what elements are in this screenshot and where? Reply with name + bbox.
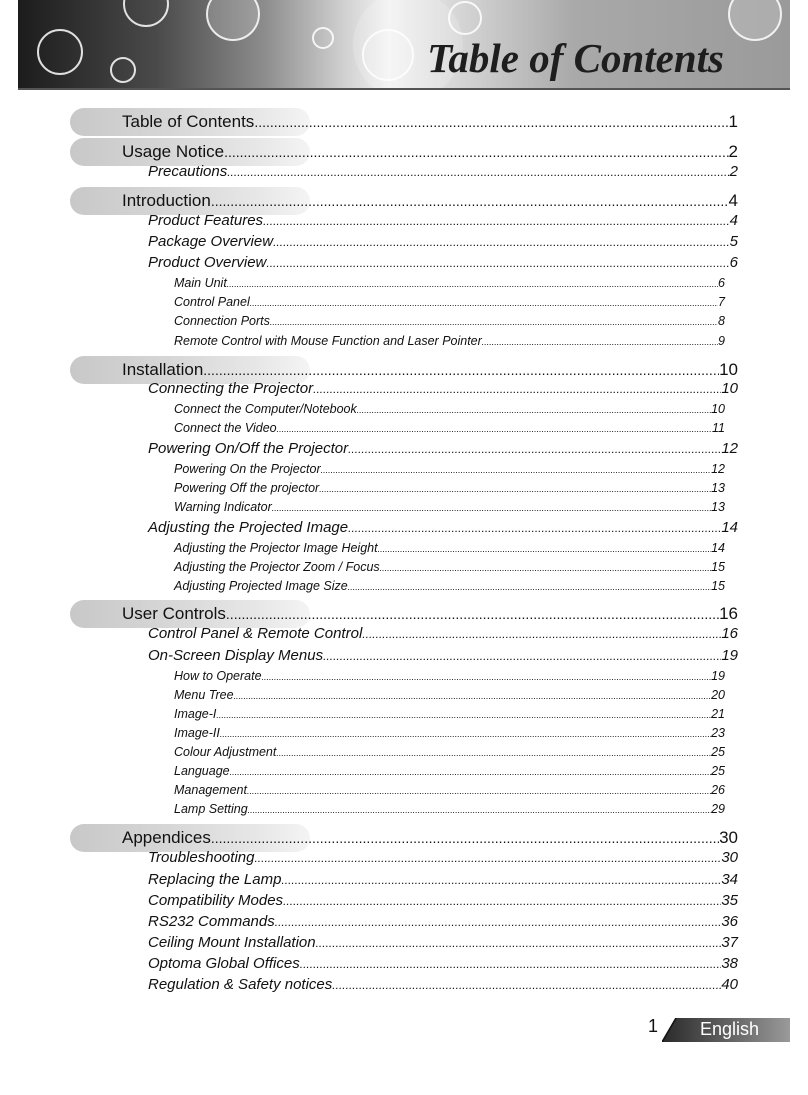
dot-leader — [220, 729, 711, 739]
dot-leader — [224, 144, 728, 160]
dot-leader — [323, 649, 721, 663]
toc-page-number: 12 — [711, 462, 725, 476]
toc-entry-level-2[interactable] — [0, 625, 808, 645]
dot-leader — [263, 214, 730, 228]
toc-title: Management — [174, 783, 247, 797]
toc-title: Table of Contents — [122, 112, 255, 131]
dot-leader — [230, 767, 711, 777]
dot-leader — [227, 279, 718, 289]
toc-title: Replacing the Lamp — [148, 871, 282, 888]
toc-title: Remote Control with Mouse Function and Laser Pointer — [174, 334, 482, 348]
toc-line — [174, 802, 725, 816]
toc-title: Warning Indicator — [174, 500, 272, 514]
toc-entry-level-1[interactable] — [0, 187, 808, 215]
toc-line — [174, 745, 725, 759]
header-divider — [18, 88, 790, 90]
toc-page-number: 11 — [712, 421, 725, 435]
toc-entry-level-1[interactable] — [0, 600, 808, 628]
toc-line — [174, 783, 725, 797]
toc-entry-level-2[interactable] — [0, 849, 808, 869]
toc-page-number: 15 — [711, 579, 725, 593]
toc-title: Language — [174, 764, 230, 778]
toc-page-number: 13 — [711, 481, 725, 495]
toc-title: Installation — [122, 360, 204, 379]
dot-leader — [362, 627, 721, 641]
toc-line — [174, 295, 725, 309]
toc-line — [148, 871, 738, 888]
toc-entry-level-3[interactable] — [0, 295, 808, 313]
toc-line — [174, 707, 725, 721]
toc-line — [174, 726, 725, 740]
toc-entry-level-2[interactable] — [0, 934, 808, 954]
toc-page-number: 19 — [721, 647, 738, 664]
dot-leader — [211, 193, 729, 209]
toc-entry-level-2[interactable] — [0, 892, 808, 912]
toc-page-number: 10 — [719, 360, 738, 379]
toc-page-number: 25 — [711, 745, 725, 759]
dot-leader — [277, 424, 712, 434]
toc-page-number: 6 — [718, 276, 725, 290]
toc-page-number: 10 — [711, 402, 725, 416]
toc-title: Connection Ports — [174, 314, 270, 328]
toc-entry-level-2[interactable] — [0, 163, 808, 183]
toc-entry-level-2[interactable] — [0, 233, 808, 253]
dot-leader — [266, 256, 729, 270]
toc-page-number: 4 — [729, 212, 738, 229]
toc-entry-level-1[interactable] — [0, 824, 808, 852]
toc-title: On-Screen Display Menus — [148, 647, 324, 664]
toc-entry-level-3[interactable] — [0, 421, 808, 439]
toc-line — [148, 380, 738, 397]
page-title: Table of Contents — [427, 35, 724, 81]
toc-entry-level-3[interactable] — [0, 707, 808, 725]
dot-leader — [226, 606, 719, 622]
dot-leader — [348, 521, 721, 535]
toc-title: Powering On the Projector — [174, 462, 321, 476]
toc-page-number: 6 — [729, 254, 738, 271]
dot-leader — [262, 672, 712, 682]
toc-line — [148, 519, 738, 536]
toc-page-number: 1 — [728, 112, 738, 131]
dot-leader — [272, 503, 711, 513]
dot-leader — [348, 582, 711, 592]
dot-leader — [321, 465, 711, 475]
toc-title: Powering Off the projector — [174, 481, 320, 495]
toc-title: Adjusting the Projector Image Height — [174, 541, 378, 555]
toc-entry-level-3[interactable] — [0, 276, 808, 294]
toc-entry-level-2[interactable] — [0, 519, 808, 539]
toc-title: Ceiling Mount Installation — [148, 934, 316, 951]
toc-title: Package Overview — [148, 233, 274, 250]
toc-line — [122, 828, 738, 848]
toc-entry-level-2[interactable] — [0, 913, 808, 933]
toc-page-number: 16 — [721, 625, 738, 642]
toc-line — [148, 647, 738, 664]
toc-page-number: 2 — [728, 142, 738, 161]
toc-entry-level-3[interactable] — [0, 688, 808, 706]
toc-line — [174, 421, 725, 435]
page-number: 1 — [648, 1016, 659, 1036]
toc-entry-level-3[interactable] — [0, 481, 808, 499]
toc-page-number: 5 — [729, 233, 738, 250]
toc-title: Adjusting the Projected Image — [148, 519, 349, 536]
toc-entry-level-2[interactable] — [0, 440, 808, 460]
toc-page-number: 7 — [718, 295, 725, 309]
toc-line — [148, 212, 738, 229]
toc-entry-level-2[interactable] — [0, 955, 808, 975]
toc-title: Precautions — [148, 163, 228, 180]
toc-title: Image-I — [174, 707, 217, 721]
toc-entry-level-1[interactable] — [0, 138, 808, 166]
language-label: English — [700, 1019, 760, 1039]
dot-leader — [248, 805, 711, 815]
toc-title: Connect the Computer/Notebook — [174, 402, 357, 416]
toc-line — [174, 481, 725, 495]
toc-line — [122, 191, 738, 211]
dot-leader — [250, 298, 718, 308]
toc-entry-level-3[interactable] — [0, 314, 808, 332]
toc-entry-level-2[interactable] — [0, 976, 808, 996]
toc-page-number: 35 — [721, 892, 738, 909]
dot-leader — [234, 691, 712, 701]
dot-leader — [332, 978, 721, 992]
toc-title: Adjusting Projected Image Size — [174, 579, 348, 593]
toc-line — [174, 764, 725, 778]
dot-leader — [348, 442, 721, 456]
toc-title: Compatibility Modes — [148, 892, 284, 909]
toc-page-number: 13 — [711, 500, 725, 514]
toc-line — [174, 579, 725, 593]
toc-page-number: 20 — [711, 688, 725, 702]
toc-page-number: 2 — [729, 163, 738, 180]
dot-leader — [380, 563, 711, 573]
toc-line — [148, 934, 738, 951]
toc-title: Image-II — [174, 726, 220, 740]
dot-leader — [283, 894, 721, 908]
toc-entry-level-3[interactable] — [0, 745, 808, 763]
dot-leader — [378, 544, 712, 554]
dot-leader — [482, 337, 718, 347]
toc-page-number: 34 — [721, 871, 738, 888]
toc-entry-level-3[interactable] — [0, 462, 808, 480]
toc-title: Product Features — [148, 212, 264, 229]
toc-title: Control Panel — [174, 295, 250, 309]
dot-leader — [254, 851, 721, 865]
toc-page-number: 40 — [721, 976, 738, 993]
toc-entry-level-3[interactable] — [0, 402, 808, 420]
dot-leader — [227, 165, 729, 179]
toc-page-number: 37 — [721, 934, 738, 951]
dot-leader — [270, 317, 718, 327]
toc-title: How to Operate — [174, 669, 262, 683]
toc-title: Product Overview — [148, 254, 267, 271]
dot-leader — [247, 786, 711, 796]
toc-line — [174, 560, 725, 574]
toc-title: Lamp Setting — [174, 802, 248, 816]
toc-line — [122, 604, 738, 624]
toc-line — [148, 233, 738, 250]
toc-title: User Controls — [122, 604, 226, 623]
toc-page-number: 38 — [721, 955, 738, 972]
toc-entry-level-2[interactable] — [0, 871, 808, 891]
toc-page-number: 29 — [711, 802, 725, 816]
toc-entry-level-2[interactable] — [0, 647, 808, 667]
toc-title: Usage Notice — [122, 142, 225, 161]
toc-title: Troubleshooting — [148, 849, 255, 866]
dot-leader — [211, 830, 719, 846]
toc-entry-level-3[interactable] — [0, 334, 808, 352]
toc-page-number: 25 — [711, 764, 725, 778]
toc-title: Adjusting the Projector Zoom / Focus — [174, 560, 380, 574]
toc-entry-level-3[interactable] — [0, 541, 808, 559]
toc-title: Main Unit — [174, 276, 227, 290]
toc-page-number: 10 — [721, 380, 738, 397]
toc-title: RS232 Commands — [148, 913, 275, 930]
toc-title: Optoma Global Offices — [148, 955, 300, 972]
toc-line — [122, 112, 738, 132]
toc-line — [122, 360, 738, 380]
toc-entry-level-3[interactable] — [0, 560, 808, 578]
toc-line — [122, 142, 738, 162]
toc-line — [148, 440, 738, 457]
toc-line — [174, 500, 725, 514]
dot-leader — [276, 748, 711, 758]
dot-leader — [254, 114, 728, 130]
toc-page-number: 19 — [711, 669, 725, 683]
toc-line — [174, 669, 725, 683]
toc-title: Connect the Video — [174, 421, 277, 435]
toc-title: Introduction — [122, 191, 211, 210]
toc-title: Connecting the Projector — [148, 380, 314, 397]
toc-entry-level-3[interactable] — [0, 764, 808, 782]
toc-page-number: 16 — [719, 604, 738, 623]
dot-leader — [203, 362, 719, 378]
toc-title: Control Panel & Remote Control — [148, 625, 363, 642]
toc-entry-level-1[interactable] — [0, 108, 808, 136]
toc-line — [148, 955, 738, 972]
toc-entry-level-3[interactable] — [0, 669, 808, 687]
toc-page-number: 8 — [718, 314, 725, 328]
toc-page-number: 23 — [711, 726, 725, 740]
dot-leader — [319, 484, 711, 494]
dot-leader — [357, 405, 711, 415]
toc-page-number: 26 — [711, 783, 725, 797]
toc-entry-level-2[interactable] — [0, 254, 808, 274]
toc-entry-level-3[interactable] — [0, 500, 808, 518]
toc-line — [174, 314, 725, 328]
toc-page-number: 30 — [719, 828, 738, 847]
toc-entry-level-3[interactable] — [0, 783, 808, 801]
toc-line — [148, 913, 738, 930]
dot-leader — [281, 873, 721, 887]
toc-page-number: 14 — [721, 519, 738, 536]
toc-title: Colour Adjustment — [174, 745, 277, 759]
header-banner — [18, 0, 790, 88]
toc-page-number: 4 — [728, 191, 738, 210]
toc-line — [174, 334, 725, 348]
toc-title: Menu Tree — [174, 688, 234, 702]
toc-page-number: 15 — [711, 560, 725, 574]
toc-page-number: 36 — [721, 913, 738, 930]
toc-line — [148, 849, 738, 866]
toc-line — [148, 625, 738, 642]
toc-entry-level-2[interactable] — [0, 212, 808, 232]
page-footer — [638, 1014, 790, 1042]
toc-line — [148, 254, 738, 271]
toc-page-number: 9 — [718, 334, 725, 348]
toc-page-number: 14 — [711, 541, 725, 555]
dot-leader — [216, 710, 711, 720]
toc-title: Appendices — [122, 828, 211, 847]
toc-title: Powering On/Off the Projector — [148, 440, 349, 457]
dot-leader — [300, 957, 722, 971]
toc-entry-level-3[interactable] — [0, 726, 808, 744]
toc-line — [174, 276, 725, 290]
toc-title: Regulation & Safety notices — [148, 976, 333, 993]
toc-line — [174, 541, 725, 555]
dot-leader — [273, 235, 730, 249]
dot-leader — [275, 915, 722, 929]
dot-leader — [316, 936, 722, 950]
dot-leader — [313, 382, 721, 396]
toc-page-number: 21 — [711, 707, 725, 721]
toc-page-number: 12 — [721, 440, 738, 457]
toc-line — [148, 163, 738, 180]
toc-line — [148, 976, 738, 993]
toc-entry-level-2[interactable] — [0, 380, 808, 400]
toc-entry-level-3[interactable] — [0, 579, 808, 597]
toc-page-number: 30 — [721, 849, 738, 866]
toc-entry-level-3[interactable] — [0, 802, 808, 820]
toc-line — [174, 688, 725, 702]
toc-line — [174, 402, 725, 416]
toc-line — [174, 462, 725, 476]
toc-line — [148, 892, 738, 909]
